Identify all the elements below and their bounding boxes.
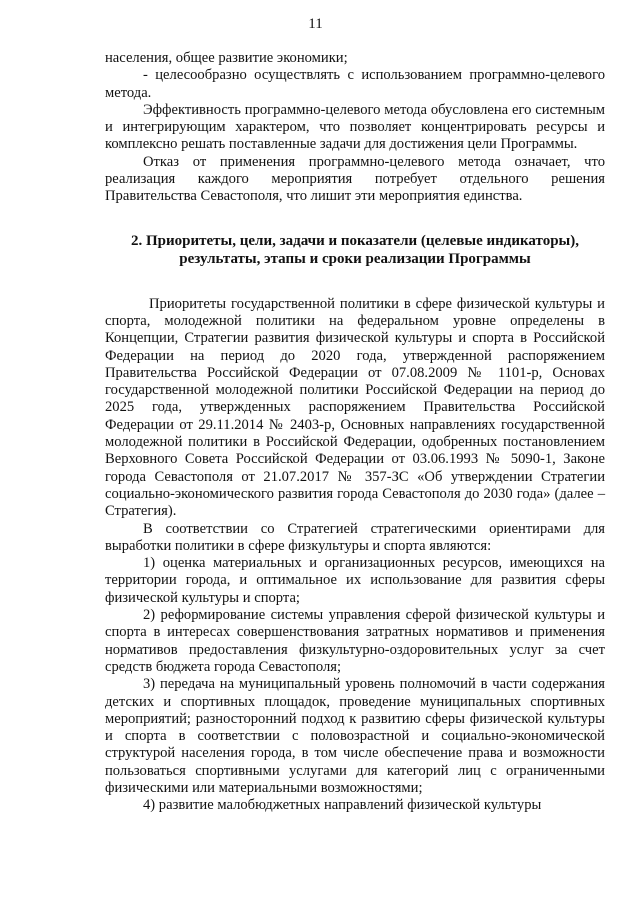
section-heading: 2. Приоритеты, цели, задачи и показатели (целевые индикаторы), результаты, этапы и сроки реализации Программы bbox=[131, 232, 579, 267]
paragraph: Отказ от применения программно-целевого метода означает, что реализация каждого мероприятия потребует отдельного решения Правительства Севастополя, что лишит эти мероприятия единства. bbox=[105, 153, 605, 205]
document-body bbox=[105, 50, 605, 815]
paragraph: - целесообразно осуществлять с использованием программно-целевого метода. bbox=[105, 67, 605, 101]
paragraph: В соответствии со Стратегией стратегическими ориентирами для выработки политики в сфере физкультуры и спорта являются: bbox=[105, 520, 605, 554]
paragraph: населения, общее развитие экономики; bbox=[105, 50, 348, 66]
list-item: 2) реформирование системы управления сферой физической культуры и спорта в интересах совершенствования затратных нормативов и применения нормативов предоставления физкультурно-оздоровительных услуг за счет средств бюджета города Севастополя; bbox=[105, 607, 605, 675]
page-number: 11 bbox=[308, 16, 323, 32]
list-item: 3) передача на муниципальный уровень полномочий в части содержания детских и спортивных площадок, проведение муниципальных спортивных мероприятий; разносторонний подход к развитию сферы физической культуры и спорта в соответствии с половозрастной и социально-экономической структурой населения города, в том числе обеспечение права и возможности пользоваться спортивными услугами для категорий лиц с ограниченными физическими или материальными возможностями; bbox=[105, 676, 605, 796]
list-item: 1) оценка материальных и организационных ресурсов, имеющихся на территории города, и оптимальное их использование для развития сферы физической культуры и спорта; bbox=[105, 555, 605, 606]
list-item: 4) развитие малобюджетных направлений физической культуры bbox=[143, 797, 542, 814]
paragraph: Эффективность программно-целевого метода обусловлена его системным и интегрирующим характером, что позволяет концентрировать ресурсы и комплексно решать поставленные задачи для достижения цели Программы. bbox=[105, 101, 605, 153]
paragraph: Приоритеты государственной политики в сфере физической культуры и спорта, молодежной политики на федеральном уровне определены в Концепции, Стратегии развития физической культуры и спорта в Российской Федерации на период до 2020 года, утвержденной распоряжением Правительства Российской Федерации от 07.08.2009 № 1101-р, Основах государственной молодежной политики Российской Федерации на период до 2025 года, утвержденных распоряжением Правительства Российской Федерации от 29.11.2014 № 2403-р, Основных направлениях государственной молодежной политики в Российской Федерации, одобренных постановлением Верховного Совета Российской Федерации от 03.06.1993 № 5090-1, Законе города Севастополя от 21.07.2017 № 357-ЗС «Об утверждении Стратегии социально-экономического развития города Севастополя до 2030 года» (далее – Стратегия). bbox=[105, 295, 605, 520]
